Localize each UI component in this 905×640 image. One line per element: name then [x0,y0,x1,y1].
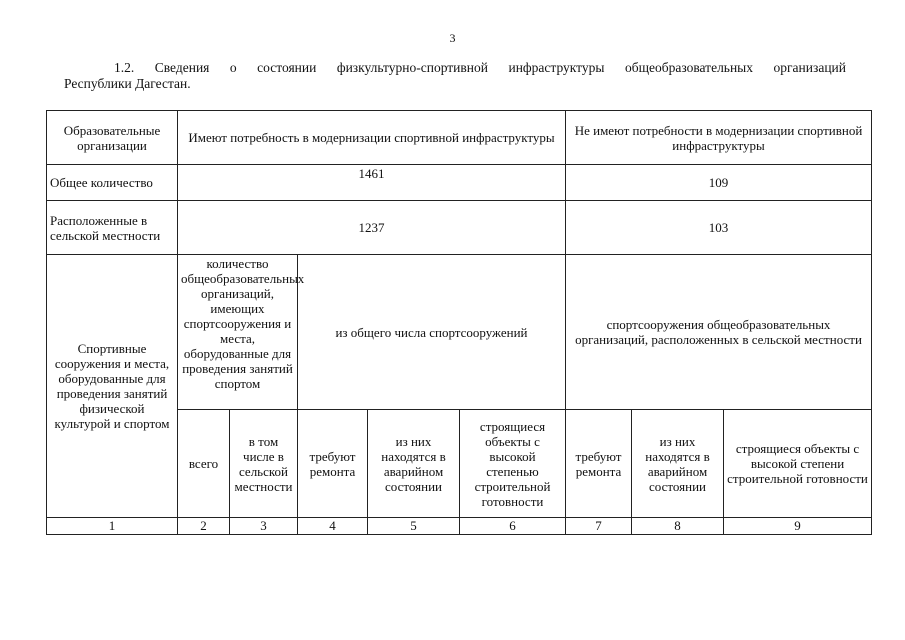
sub-rural: в том числе в сельской местности [230,410,298,518]
total-need: 1461 [178,165,566,201]
rural-row [47,201,872,255]
col-number: 6 [460,518,566,535]
section-heading [64,60,846,92]
infrastructure-table [46,110,872,535]
sport-header-row [47,255,872,410]
header-row [47,111,872,165]
sport-label: Спортивные сооружения и места, оборудованные для проведения занятий физической культурой и спортом [47,255,178,518]
sub-construct: строящиеся объекты с высокой степенью строительной готовности [460,410,566,518]
heading-line-2: Республики Дагестан. [64,76,191,91]
count-header: количество общеобразовательных организаций, имеющих спортсооружения и места, оборудованные для проведения занятий спортом [178,255,298,410]
total-row [47,165,872,201]
col-number: 5 [368,518,460,535]
column-number-row [47,518,872,535]
col-number: 9 [724,518,872,535]
sub-repair-2: требуют ремонта [566,410,632,518]
header-need: Имеют потребность в модернизации спортивной инфраструктуры [178,111,566,165]
rural-label: Расположенные в сельской местности [47,201,178,255]
sub-repair: требуют ремонта [298,410,368,518]
col-number: 7 [566,518,632,535]
col-number: 4 [298,518,368,535]
col-number: 1 [47,518,178,535]
sub-construct-2: строящиеся объекты с высокой степени строительной готовности [724,410,872,518]
page-number: 3 [449,31,456,45]
rural-noneed: 103 [566,201,872,255]
sub-emergency-2: из них находятся в аварийном состоянии [632,410,724,518]
total-noneed: 109 [566,165,872,201]
header-noneed: Не имеют потребности в модернизации спортивной инфраструктуры [566,111,872,165]
heading-line-1: 1.2. Сведения о состоянии физкультурно-спортивной инфраструктуры общеобразовательных организаций [114,60,846,75]
col-number: 8 [632,518,724,535]
col-number: 3 [230,518,298,535]
rural-sport-header: спортсооружения общеобразовательных организаций, расположенных в сельской местности [566,255,872,410]
of-total-header: из общего числа спортсооружений [298,255,566,410]
sub-emergency: из них находятся в аварийном состоянии [368,410,460,518]
total-label: Общее количество [47,165,178,201]
rural-need: 1237 [178,201,566,255]
header-org: Образовательные организации [47,111,178,165]
sub-all: всего [178,410,230,518]
col-number: 2 [178,518,230,535]
